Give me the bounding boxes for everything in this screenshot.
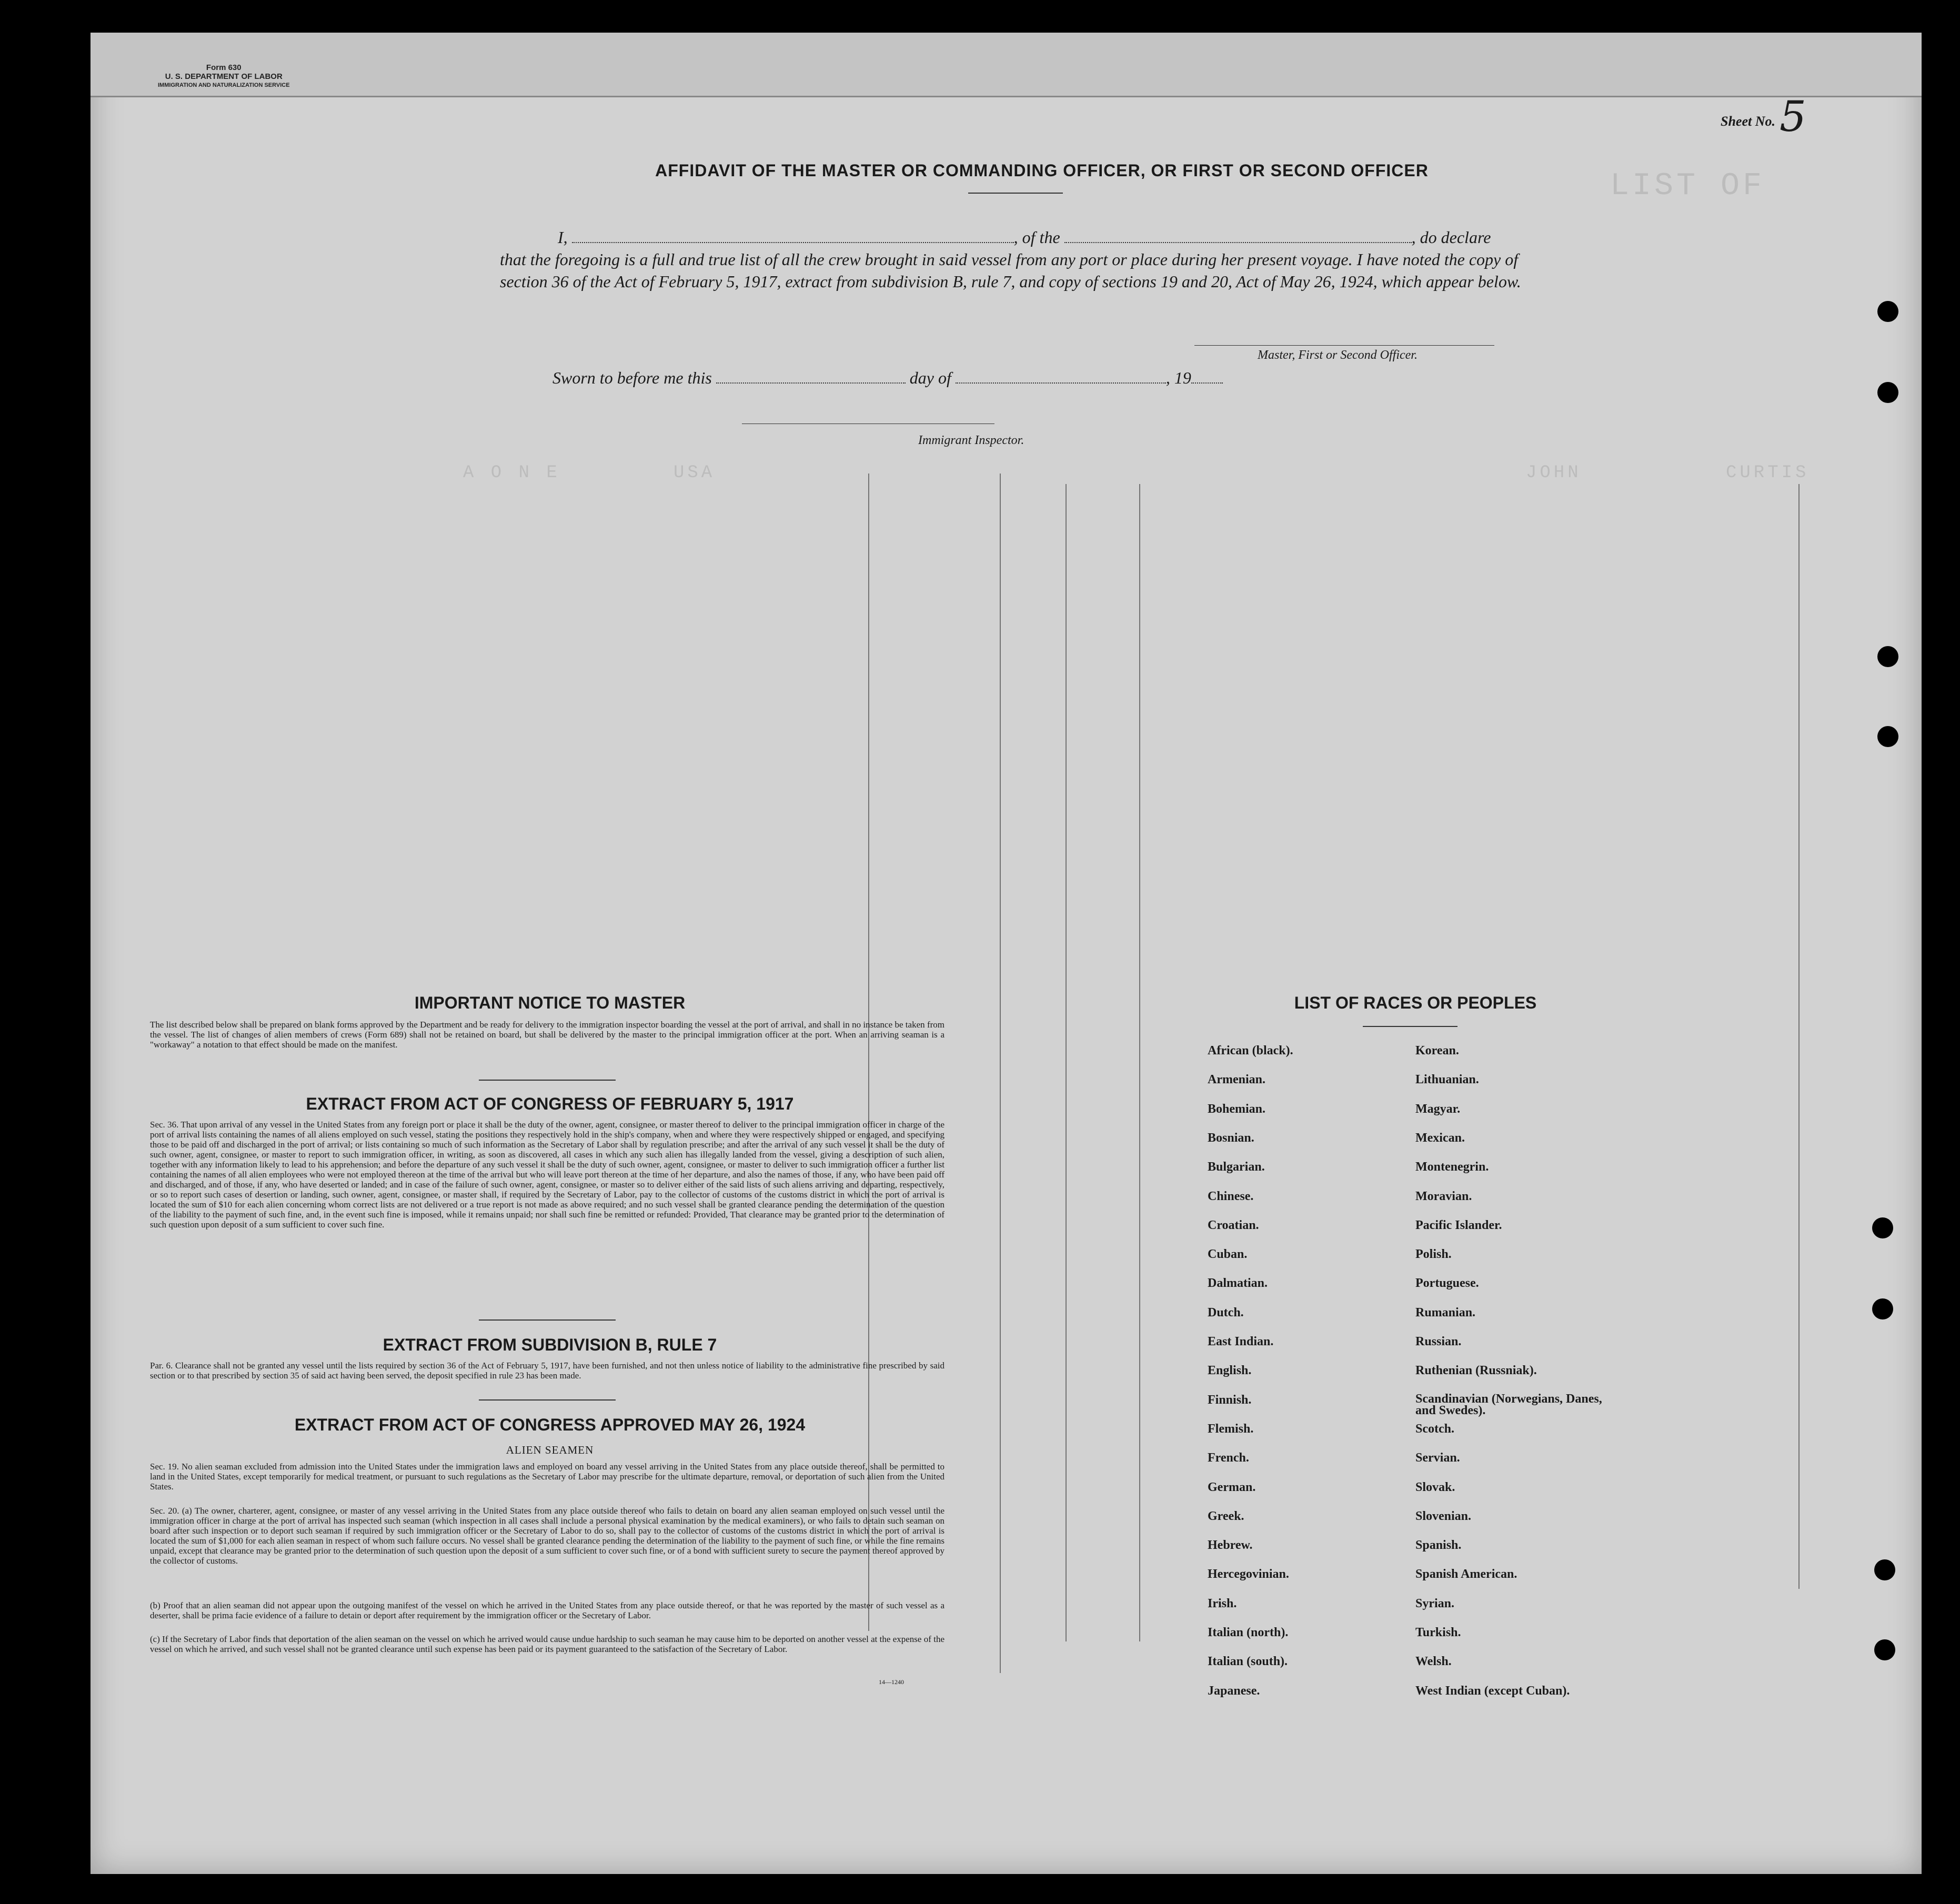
bleed-through-rule <box>1139 484 1140 1641</box>
sworn-year-blank[interactable] <box>1191 369 1223 384</box>
race-item: Montenegrin. <box>1415 1160 1489 1174</box>
race-item: Polish. <box>1415 1247 1452 1262</box>
race-item: Bosnian. <box>1208 1131 1254 1145</box>
race-item: Flemish. <box>1208 1422 1254 1436</box>
extract-1924-sec20a: Sec. 20. (a) The owner, charterer, agent, consignee, or master of any vessel arriving in the United States from any place outside thereof who fails to detain on board any alien seaman employed on such vessel until the immigration officer in charge at the port of arrival has inspected such seaman (which inspection in all cases shall include a personal physical examination by the medical examiners), or who fails to detain such seaman on board after such inspection or to deport such seaman if required by such immigration officer or the Secretary of Labor to do so, shall pay to the collector of customs of the customs district in which the port of arrival is located the sum of $1,000 for each alien seaman in respect of whom such failure occurs. No vessel shall be granted clearance pending the determination of the liability to the payment of such fine, or while the fine remains unpaid, except that clearance may be granted prior to the determination of such question upon the deposit of a sum sufficient to cover such fine, or of a bond with sufficient surety to secure the payment thereof approved by the collector of customs. <box>150 1506 944 1566</box>
extract-1917-title: EXTRACT FROM ACT OF CONGRESS OF FEBRUARY 5, 1917 <box>306 1094 794 1113</box>
race-item: Moravian. <box>1415 1189 1472 1203</box>
race-item: East Indian. <box>1208 1335 1274 1348</box>
race-item: Hercegovinian. <box>1208 1567 1289 1581</box>
race-item: Portuguese. <box>1415 1276 1479 1291</box>
race-item: Hebrew. <box>1208 1538 1253 1553</box>
bleed-through-rule <box>1000 474 1001 1673</box>
race-item: Welsh. <box>1415 1655 1452 1669</box>
punch-hole <box>1874 1639 1895 1660</box>
subdivision-title: EXTRACT FROM SUBDIVISION B, RULE 7 <box>383 1335 717 1354</box>
race-item: Lithuanian. <box>1415 1073 1479 1087</box>
race-item: Japanese. <box>1208 1684 1260 1698</box>
race-item: Scandinavian (Norwegians, Danes, and Swedes). <box>1415 1392 1602 1417</box>
sheet-number-label: Sheet No. <box>1721 114 1775 129</box>
section-divider <box>479 1319 616 1321</box>
sheet-number-value: 5 <box>1780 92 1806 141</box>
print-code: 14—1240 <box>879 1678 904 1686</box>
bleed-through-text: LIST OF <box>1610 168 1765 204</box>
title-underline <box>968 193 1063 194</box>
affidavit-declare: , do declare <box>1411 228 1491 247</box>
race-item: Pacific Islander. <box>1415 1218 1502 1232</box>
race-item: Mexican. <box>1415 1131 1465 1145</box>
year-label: , 19 <box>1165 368 1191 387</box>
race-item: Italian (north). <box>1208 1626 1289 1639</box>
punch-hole <box>1872 1217 1893 1238</box>
notice-title: IMPORTANT NOTICE TO MASTER <box>414 993 686 1012</box>
extract-1924-sec19: Sec. 19. No alien seaman excluded from admission into the United States under the immigration laws and employed on board any vessel arriving in the United States from any place outside thereof, shall be permitted to land in the United States, except temporarily for medical treatment, or pursuant to such regulations as the Secretary of Labor may prescribe for the ultimate departure, removal, or deportation of such alien from the United States. <box>150 1462 944 1492</box>
race-item: Bulgarian. <box>1208 1160 1265 1174</box>
bleed-through-rule <box>868 474 869 1631</box>
punch-hole <box>1877 646 1898 667</box>
race-item: Turkish. <box>1415 1626 1461 1639</box>
affidavit-of-the: , of the <box>1013 228 1060 247</box>
race-item: Servian. <box>1415 1451 1460 1465</box>
race-item: Cuban. <box>1208 1247 1248 1262</box>
race-item: Magyar. <box>1415 1102 1461 1116</box>
race-item: Dutch. <box>1208 1305 1244 1319</box>
bleed-through-text: JOHN <box>1526 463 1582 483</box>
bleed-through-text: USA <box>674 463 716 483</box>
race-item: Slovak. <box>1415 1480 1455 1494</box>
race-item: Ruthenian (Russniak). <box>1415 1364 1537 1378</box>
affidavit-title: AFFIDAVIT OF THE MASTER OR COMMANDING OFFICER, OR FIRST OR SECOND OFFICER <box>655 161 1429 180</box>
affidavit-body <box>500 226 1531 293</box>
sworn-line <box>552 368 1223 388</box>
extract-1924-title: EXTRACT FROM ACT OF CONGRESS APPROVED MAY 26, 1924 <box>294 1415 806 1434</box>
extract-1917-text: Sec. 36. That upon arrival of any vessel in the United States from any foreign port or place it shall be the duty of the owner, agent, consignee, or master thereof to deliver to the principal immigration officer in charge of the port of arrival lists containing the names of all aliens employed on such vessel, stating the positions they respectively hold in the ship's company, when and where they were respectively shipped or engaged, and specifying those to be paid off and discharged in the port of arrival; or lists containing so much of such information as the Secretary of Labor shall by regulation prescribe; and after the arrival of any such vessel it shall be the duty of such owner, agent, consignee, or master to report to such immigration officer, in writing, as soon as discovered, all cases in which any such alien has illegally landed from the vessel, giving a description of such alien, together with any information likely to lead to his apprehension; and before the departure of any such vessel it shall be the duty of such owner, agent, consignee, or master to deliver to such immigration officer a further list containing the names of all alien employees who were not employed thereon at the time of the arrival but who will leave port thereon at the time of her departure, and also the names of those, if any, who have been paid off and discharged, and of those, if any, who have deserted or landed; and in case of the failure of such owner, agent, consignee, or master so to deliver either of the said lists of such aliens arriving and departing, respectively, or so to report such cases of desertion or landing, such owner, agent, consignee, or master shall, if required by the Secretary of Labor, pay to the collector of customs of the customs district in which the port of arrival is located the sum of $10 for each alien concerning whom correct lists are not delivered or a true report is not made as above required; and no such vessel shall be granted clearance pending the determination of the question of the liability to the payment of such fine, and, in the event such fine is imposed, while it remains unpaid; nor shall such fine be remitted or refunded: Provided, That clearance may be granted prior to the determination of such question upon deposit of a sum sufficient to cover such fine. <box>150 1120 944 1230</box>
bleed-through-rule <box>1066 484 1067 1641</box>
race-item: African (black). <box>1208 1044 1293 1057</box>
race-item: Irish. <box>1208 1596 1237 1610</box>
race-item: Korean. <box>1415 1044 1459 1057</box>
race-item: Armenian. <box>1208 1073 1265 1087</box>
punch-hole <box>1872 1298 1893 1319</box>
sworn-month-blank[interactable] <box>956 369 1166 384</box>
section-divider <box>479 1399 616 1401</box>
race-item: Spanish American. <box>1415 1567 1517 1581</box>
race-item: Dalmatian. <box>1208 1276 1268 1291</box>
extract-1924-sec20c: (c) If the Secretary of Labor finds that deportation of the alien seaman on the vessel on which he arrived would cause undue hardship to such seaman he may cause him to be deported on another vessel at the expense of the vessel on which he arrived, and such vessel shall not be granted clearance until such expense has been paid or its payment guaranteed to the satisfaction of the Secretary of Labor. <box>150 1634 944 1654</box>
subdivision-text: Par. 6. Clearance shall not be granted any vessel until the lists required by section 36 of the Act of February 5, 1917, have been furnished, and not then unless notice of liability to the administrative fine prescribed by said section or to that prescribed by section 35 of said act having been served, the deposit specified in rule 23 has been made. <box>150 1361 944 1381</box>
races-title-underline <box>1363 1026 1458 1027</box>
race-item: Chinese. <box>1208 1189 1254 1203</box>
master-signature-line[interactable] <box>1194 345 1494 346</box>
department-name: U. S. DEPARTMENT OF LABOR <box>165 72 283 81</box>
race-item: Syrian. <box>1415 1596 1455 1610</box>
race-item: English. <box>1208 1364 1252 1378</box>
form-identifier <box>158 63 290 90</box>
notice-text: The list described below shall be prepared on blank forms approved by the Department and be ready for delivery to the immigration inspector boarding the vessel at the port of arrival, and shall in no instance be taken from the vessel. The list of changes of alien members of crews (Form 689) shall not be retained on board, but shall be delivered by the master to the principal immigration officer at the port. When an arriving seaman is a "workaway" a notation to that effect should be made on the manifest. <box>150 1020 944 1050</box>
punch-hole <box>1877 726 1898 747</box>
vessel-blank[interactable] <box>1064 228 1412 243</box>
races-title: LIST OF RACES OR PEOPLES <box>1294 993 1537 1012</box>
punch-hole <box>1874 1559 1895 1580</box>
race-item: French. <box>1208 1451 1249 1465</box>
race-item: Italian (south). <box>1208 1655 1288 1669</box>
race-item: Greek. <box>1208 1509 1244 1523</box>
race-item: West Indian (except Cuban). <box>1415 1684 1570 1698</box>
affidavit-i: I, <box>558 228 568 247</box>
inspector-signature-label: Immigrant Inspector. <box>918 434 1024 447</box>
punch-hole <box>1877 301 1898 322</box>
affidavit-first-line <box>500 226 1531 248</box>
name-blank[interactable] <box>572 228 1014 243</box>
race-item: Spanish. <box>1415 1538 1462 1553</box>
form-number: Form 630 <box>206 63 242 72</box>
service-name: IMMIGRATION AND NATURALIZATION SERVICE <box>158 82 290 88</box>
race-item: Bohemian. <box>1208 1102 1266 1116</box>
race-item: German. <box>1208 1480 1256 1494</box>
punch-hole <box>1877 382 1898 403</box>
day-of-label: day of <box>909 368 951 387</box>
race-item: Russian. <box>1415 1335 1462 1348</box>
section-divider <box>479 1080 616 1081</box>
bleed-through-rule <box>1798 484 1800 1589</box>
master-signature-label: Master, First or Second Officer. <box>1258 348 1418 362</box>
extract-1924-subtitle: ALIEN SEAMEN <box>506 1444 594 1456</box>
affidavit-text: that the foregoing is a full and true list of all the crew brought in said vessel from any port or place during her present voyage. I have noted the copy of section 36 of the Act of February 5, 1917, extract from subdivision B, rule 7, and copy of sections 19 and 20, Act of May 26, 1924, which appear below. <box>500 250 1521 291</box>
race-item: Slovenian. <box>1415 1509 1472 1523</box>
sworn-day-blank[interactable] <box>716 369 906 384</box>
sheet-number-field <box>1721 87 1806 141</box>
race-item: Scotch. <box>1415 1422 1454 1436</box>
extract-1924-sec20b: (b) Proof that an alien seaman did not appear upon the outgoing manifest of the vessel on which he arrived in the United States from any place outside thereof, or that he was reported by the master of such vessel as a deserter, shall be prima facie evidence of a failure to detain or deport after requirement by the immigration officer or the Secretary of Labor. <box>150 1600 944 1620</box>
sworn-label: Sworn to before me this <box>552 368 712 387</box>
bleed-through-text: A O N E <box>463 463 560 483</box>
race-item: Rumanian. <box>1415 1305 1476 1319</box>
underlying-sheet-strip <box>91 33 1922 97</box>
document-sheet <box>91 33 1922 1874</box>
race-item: Croatian. <box>1208 1218 1259 1232</box>
race-item: Finnish. <box>1208 1393 1252 1407</box>
bleed-through-text: CURTIS <box>1726 463 1810 483</box>
